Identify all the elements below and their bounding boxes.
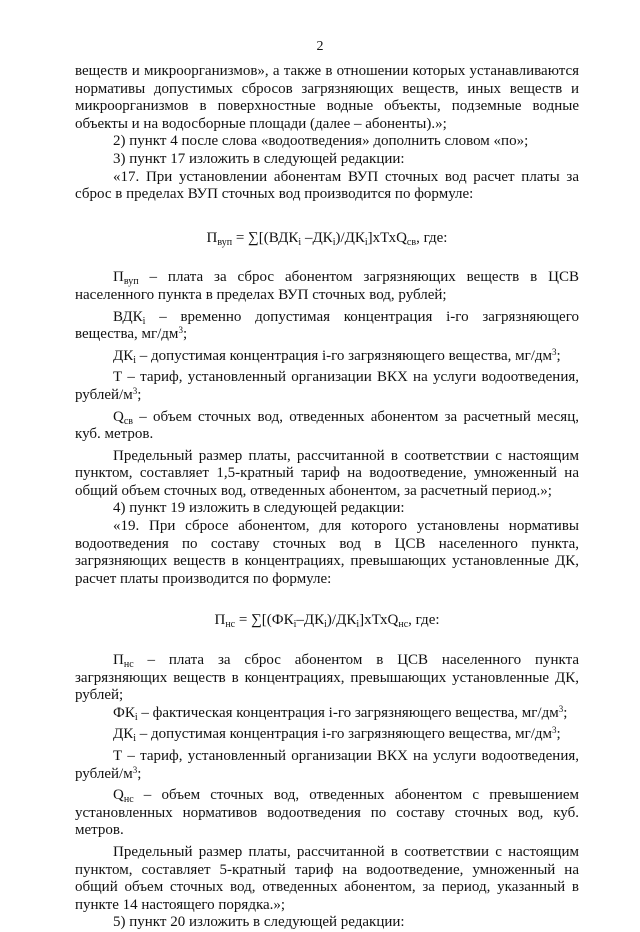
definition-dk: $ДК_i$ – допустимая концентрация i-го загрязняющего вещества, $мг/дм^3$; xyxy=(113,346,561,366)
definition-p-ns: $П_{нс}$ – плата за сброс абонентом в ЦСВ населенного пункта загрязняющих веществ в концентрациях, превышающих установленные ДК, рублей; xyxy=(75,652,579,704)
definition-dk-2: $ДК_i$ – допустимая концентрация i-го загрязняющего вещества, $мг/дм^3$; xyxy=(113,725,561,745)
document-body xyxy=(75,63,579,932)
formula-vup: $П_{вуп} = \sum[(ВДК_i$ $-ДК_i)/ДК_i]хТхQ_{св}$, где: xyxy=(206,229,448,248)
paragraph-continuation: веществ и микроорганизмов», а также в отношении которых устанавливаются нормативы допустимых сбросов загрязняющих веществ, иных веществ и микроорганизмов в поверхностные водные объекты, подземные водные объекты и на водосборные площади (далее – абоненты).»; xyxy=(75,63,579,132)
paragraph-item-2: 2) пункт 4 после слова «водоотведения» дополнить словом «по»; xyxy=(113,133,529,150)
page-number: 2 xyxy=(316,39,324,54)
definition-tariff-2: Т – тариф, установленный организации ВКХ на услуги водоотведения, рублей/$м^3$; xyxy=(75,748,579,782)
definition-tariff: Т – тариф, установленный организации ВКХ на услуги водоотведения, рублей/$м^3$; xyxy=(75,369,579,403)
paragraph-item-5: 5) пункт 20 изложить в следующей редакции: xyxy=(113,914,405,931)
paragraph-limit-1: Предельный размер платы, рассчитанной в соответствии с настоящим пунктом, составляет 1,5-кратный тариф на водоотведение, умноженный на общий объем сточных вод, отведенных абонентом, за расчетный период.»; xyxy=(75,447,579,499)
paragraph-clause-17: «17. При установлении абонентам ВУП сточных вод расчет платы за сброс в пределах ВУП сточных вод производится по формуле: xyxy=(75,168,579,203)
paragraph-item-4: 4) пункт 19 изложить в следующей редакции: xyxy=(113,500,405,517)
paragraph-limit-2: Предельный размер платы, рассчитанной в соответствии с настоящим пунктом, составляет 5-кратный тариф на водоотведение, умноженный на общий объем сточных вод, отведенных абонентом, за период, указанный в пункте 14 настоящего порядка.»; xyxy=(75,843,579,913)
formula-ns: $П_{нс}$ = $\sum[(ФК_i-ДК_i)/ДК_i]хТхQ_{нс}$, где: xyxy=(214,612,440,631)
definition-q-ns: $Q_{нс}$ – объем сточных вод, отведенных абонентом с превышением установленных нормативов водоотведения по составу сточных вод, куб. метров. xyxy=(75,787,579,839)
definition-q-sv: $Q_{св}$ – объем сточных вод, отведенных абонентом за расчетный месяц, куб. метров. xyxy=(75,408,579,443)
definition-p-vup: $П_{вуп}$ – плата за сброс абонентом загрязняющих веществ в ЦСВ населенного пункта в пределах ВУП сточных вод, рублей; xyxy=(75,269,579,303)
definition-vdk: $ВДК_i$ – временно допустимая концентрация i-го загрязняющего вещества, $мг/дм^3$; xyxy=(75,308,579,343)
definition-fk: $ФК_i$ – фактическая концентрация i-го загрязняющего вещества, $мг/дм^3$; xyxy=(113,703,568,723)
paragraph-item-3: 3) пункт 17 изложить в следующей редакции: xyxy=(113,150,405,167)
paragraph-clause-19: «19. При сбросе абонентом, для которого установлены нормативы водоотведения по составу сточных вод в ЦСВ населенного пункта, загрязняющих веществ в концентрациях, превышающих установленные ДК, расчет платы производится по формуле: xyxy=(75,518,579,587)
